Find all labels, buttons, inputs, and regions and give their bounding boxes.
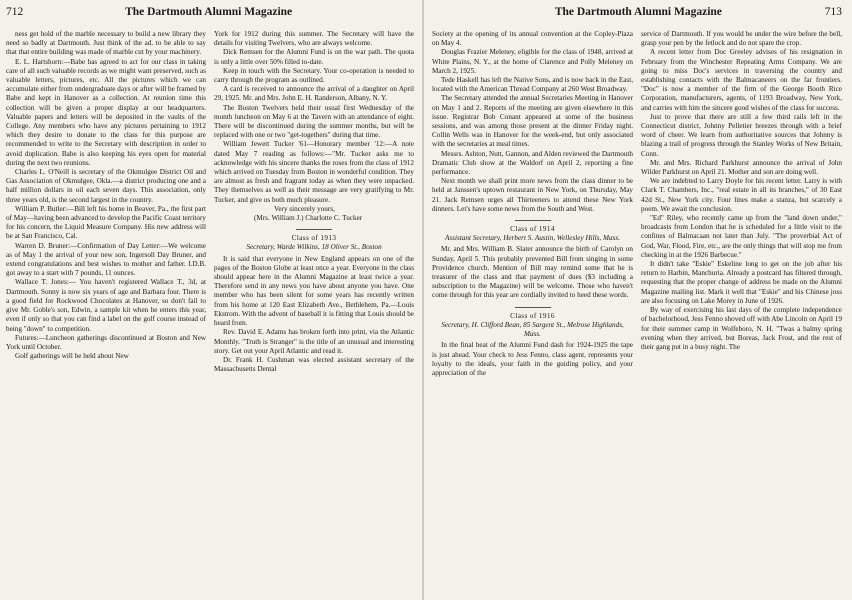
running-title: The Dartmouth Alumni Magazine [554,6,722,18]
paragraph: Next month we shall print more news from the class dinner to be held at Janssen's uptown restaurant in New York, on Thursday, May 21. Jack Remsen urges all Thirteeners to attend these New York dinners. Let's have some news from the South and West. [432,177,633,213]
class-1914-heading [432,220,633,243]
right-col-1 [432,30,633,600]
paragraph: Golf gatherings will be held about New [15,352,129,361]
paragraph: Just to prove that there are still a few third rails left in the Connecticut district, Johnny Pelletier breezes through with a brief word of cheer. We learn from authoritative sources that Johnny is blazing a trail of progress through the Stanley Works of New Britain, Conn. [641,112,842,158]
paragraph: It is said that everyone in New England appears on one of the pages of the Boston Globe at least once a year. Everyone in the class should appear here in the Alumni Magazine at least twice a year. Therefore send in any news you have about anyone you have. One member who has been silent for some years has recently written from his home at 120 East Elizabeth Ave., Bethlehem, Pa.—Louis Ekstrom. With the advent of baseball it is fitting that Louis should be heard from. [214,254,414,328]
paragraph: ness get hold of the marble necessary to build a new library they need so badly at Dartmouth. Just think of the ad. to be able to say that that entire building was made of marble cut by your machinery. [6,30,206,57]
class-secretary: Assistant Secretary, Herbert S. Austin, Wellesley Hills, Mass. [444,234,620,243]
paragraph: Charles L. O'Neill is secretary of the Okmulgee District Oil and Gas Association of Okmulgee, Okla.—a district producing one and a half million dollars in oil each seven days. This association, only three years old, is the second largest in the country. [6,168,206,204]
class-heading: Class of 1913 [291,234,337,243]
paragraph: In the final heat of the Alumni Fund dash for 1924-1925 the tape is just ahead. Your check to Jess Fenno, class agent, represents your loyalty to the ideals, your faith in the guiding policy, and your appreciation of the [432,341,633,377]
class-secretary: Secretary, H. Clifford Bean, 85 Sargent St., Melrose Highlands, Mass. [441,320,624,339]
paragraph: service of Dartmouth. If you would be under the wire before the bell, grasp your pen by the fetlock and do not spare the crop. [641,30,842,48]
class-1916-heading [432,307,633,340]
right-running-head [432,6,842,26]
class-1913-heading [214,229,414,252]
class-secretary: Secretary, Warde Wilkins, 18 Oliver St., Boston [246,243,382,252]
paragraph: Mr. and Mrs. Richard Parkhurst announce the arrival of John Wilder Parkhurst on April 21. Mother and son are doing well. [641,158,842,177]
left-col-1 [6,30,206,600]
right-col-2 [641,30,842,600]
paragraph: Wallace T. Jones:— You haven't registered Wallace T., 3d, at Dartmouth. Sonny is now six years of age and Barbara four. There is a good field for Rockwood Chocolates at Hanover, so don't fail to give Mr. Goble's son, Edwin, a sample kit when he enters this year, even if only so that you can find a label on the golf course instead of being "down" to competition. [6,278,206,333]
paragraph: "Ed" Riley, who recently came up from the "land down under," broadcasts from London that he is scheduled for a little visit to the confines of Balmacaan not later than July. "The proverbial Act of God, War, Flood, Fire, etc., are the only things that will stop me from checking in at the 1926 Barbecue." [641,214,842,259]
section-rule [515,220,551,221]
paragraph: Mr. and Mrs. William B. Slater announce the birth of Carolyn on Sunday, April 5. This probably prevented Bill from singing in some Providence church. Mention of Bill may remind some that he is treasurer of the class and that payment of dues ($3 including a subscription to the Magazine) will be welcome. Those who haven't come through for this year are cordially invited to heed these words. [432,245,633,300]
left-running-head [6,6,414,26]
paragraph: By way of exercising his last days of the complete independence of bachelorhood, Jess Fenno shoved off with Abe Lincoln on April 19 for their summer camp in Wolfeboro, N. H. "Twas a balmy spring evening when they arrived, but Boreas, Jack Frost, and the rest of their gang put in a busy night. The [641,306,842,351]
paragraph: Messrs. Ashton, Nutt, Gannon, and Alden reviewed the Dartmouth Dramatic Club show at the Waldorf on April 2, reporting a fine performance. [432,149,633,177]
paragraph: We are indebted to Larry Doyle for his recent letter. Larry is with Clark T. Chambers, Inc., "real estate in all its branches," of 30 East 42d St., New York city. Four lines make a stanza, but scarcely a poem. We await the conclusion. [641,177,842,213]
section-rule [515,307,551,308]
page-number: 713 [824,6,842,18]
paragraph: The Secretary attended the annual Secretaries Meeting in Hanover on May 1 and 2. Reports of the meeting are given elsewhere in this issue. Registrar Bob Conant appeared at some of the business sessions, and was among those present at the dinner Friday night. Collin Wells was in Hanover for the week-end, but only associated with the secretaries at meal times. [432,94,633,149]
section-rule [296,229,332,230]
paragraph: E. L. Hartshorn:—Babe has agreed to act for our class in taking care of all such valuable records as we might want preserved, such as valuable letters, pictures, etc. All the pictures which we can accumulate either from undergraduate days or after will be framed by Babe and kept in Hanover as a collection. At reunion time this collection will be given a proper display at our headquarters. Valuable papers and letters will be deposited in the vaults of the College. Any members who have any pictures pertaining to 1912 which they desire to donate to the class for this purpose are recommended to write to the Secretary with description in order to avoid duplication. Babe is also keeping his eyes open for material during the next two reunions. [6,57,206,167]
paragraph: Society at the opening of its annual convention at the Copley-Plaza on May 4. [432,30,633,48]
paragraph: It didn't take "Eskie" Eskeline long to get on the job after his return to Harbin, Manchuria. Already a postcard has filtered through, requesting that the proper change of address be made on the Alumni Magazine mailing list. Mark it well that "Eskie" and his Chinese joss are also focusing on Lake Morey in June of 1926. [641,260,842,305]
right-page [424,0,848,600]
paragraph: A recent letter from Doc Greeley advises of his resignation in February from the Winchester Repeating Arms Company. We are going to miss Doc's services in traversing the country and establishing contacts with the Balmacaneers on the far frontiers. "Doc" is now a member of the firm of the George Booth Rice Corporation, manufacturers, agents, of 1193 Broadway, New York, and carries with him the sincere good wishes of the class for success. [641,48,842,112]
paragraph: William Jewett Tucker '61—Honorary member '12:—A note dated May 7 reading as follows:—"Mr. Tucker asks me to acknowledge with his sincere thanks the roses from the class of 1912 which arrived on Tuesday from Boston in wonderful condition. They are almost as fresh and fragrant today as when they were unpacked. They themselves as well as their message are very gratifying to Mr. Tucker, and give us both much pleasure. [214,140,414,204]
page-number: 712 [6,6,24,18]
paragraph: Dick Remsen for the Alumni Fund is on the war path. The quota is only a little over 50% filled to-date. [214,48,414,66]
paragraph: Rev. David E. Adams has broken forth into print, via the Atlantic Monthly. "Truth is Stranger" is the title of an unusual and interesting story. Get out your April Atlantic and read it. [214,328,414,355]
paragraph: Douglas Frazier Meleney, eligible for the class of 1948, arrived at White Plains, N. Y., at the home of Clarence and Polly Meleney on March 2, 1925. [432,48,633,75]
paragraph: William P. Butler:—Bill left his home in Beaver, Pa., the first part of May—having been advanced to develop the Pacific Coast territory for his concern, the Liquid Measure Company. His new address will be at San Francisco, Cal. [6,204,206,241]
letter-signature: (Mrs. William J.) Charlotte C. Tucker [254,214,363,223]
running-title: The Dartmouth Alumni Magazine [125,6,293,18]
paragraph: A card is received to announce the arrival of a daughter on April 29, 1925. Mr. and Mrs. John E. H. Randerson, Albany, N. Y. [214,85,414,103]
class-heading: Class of 1916 [510,311,555,320]
left-col-2 [214,30,414,600]
class-heading: Class of 1914 [510,225,555,234]
paragraph: Keep in touch with the Secretary. Your co-operation is needed to carry through the program as outlined. [214,66,414,85]
letter-closing: Very sincerely yours, [274,204,335,213]
paragraph: Futures:—Luncheon gatherings discontinued at Boston and New York until October. [6,333,206,351]
paragraph: Warren D. Bruner:—Confirmation of Day Letter:—We welcome as of May 1 the arrival of your new son, Ingersoll Day Bruner, and extend congratulations and best wishes to mother and father. I.D.B. got away to a start with 7 pounds, 11 ounces. [6,241,206,278]
paragraph: Tede Haskell has left the Native Sons, and is now back in the East, located with the American Thread Company at 260 West Broadway. [432,76,633,94]
left-page [0,0,424,600]
paragraph: The Boston Twelvers held their usual first Wednesday of the month luncheon on May 6 at the Tavern with an attendance of eight. There will be discontinued during the summer months, but will be replaced with one or two "get-togethers" during that time. [214,103,414,140]
paragraph: Dr. Frank H. Cushman was elected assistant secretary of the Massachusetts Dental [214,355,414,374]
left-columns [6,30,414,600]
right-columns [432,30,842,600]
paragraph: York for 1912 during this summer. The Secretary will have the details for visiting Twelvers, who are always welcome. [214,30,414,48]
